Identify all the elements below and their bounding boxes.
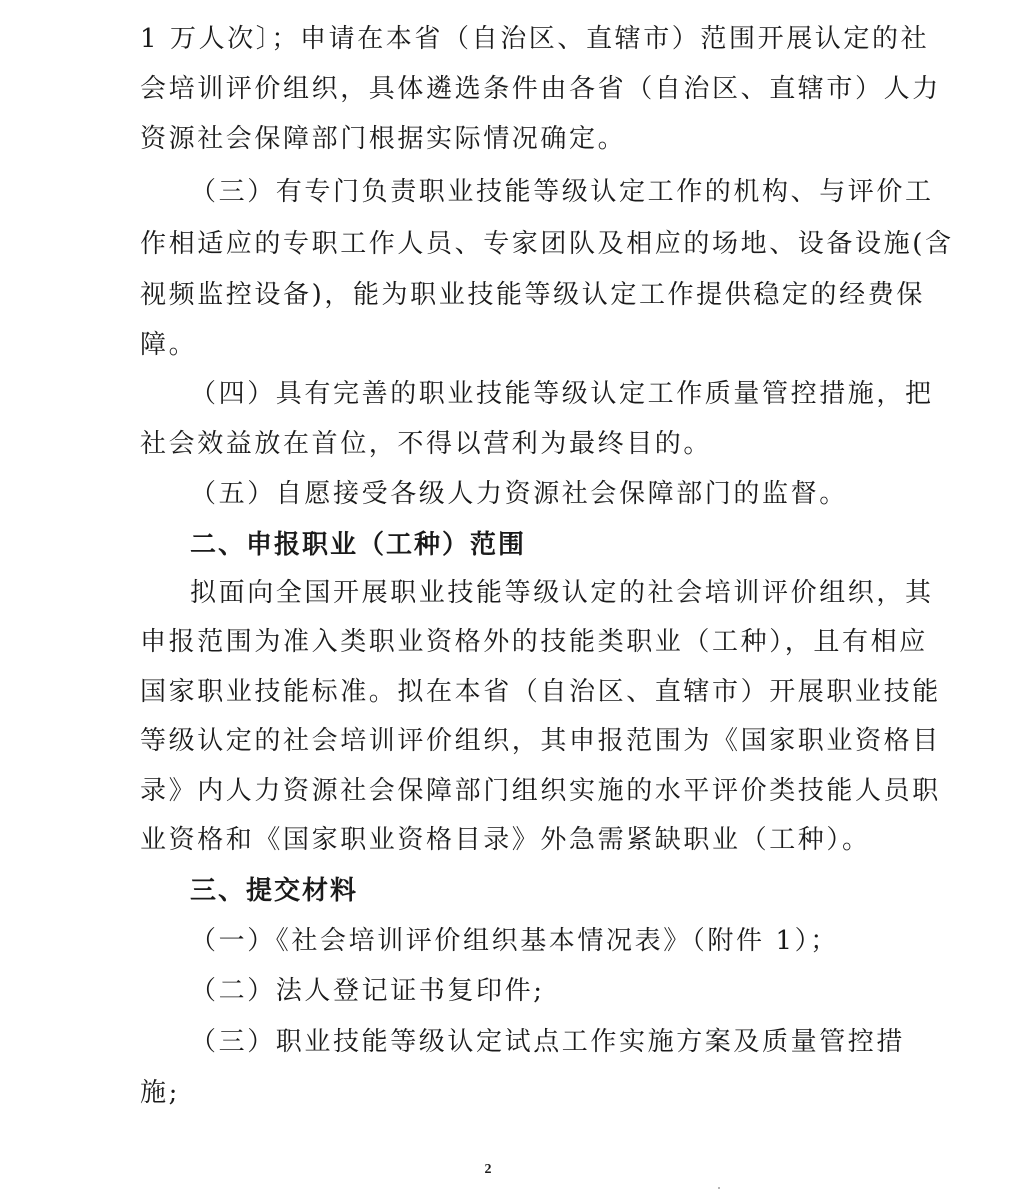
list-item: （一）《社会培训评价组织基本情况表》（附件 1）； (190, 926, 839, 956)
text-line: 作相适应的专职工作人员、专家团队及相应的场地、设备设施(含 (140, 229, 954, 259)
scan-speck (718, 1187, 720, 1189)
paragraph-item-four: （四）具有完善的职业技能等级认定工作质量管控措施，把 (190, 379, 934, 409)
text-line: 会培训评价组织，具体遴选条件由各省（自治区、直辖市）人力 (140, 74, 941, 104)
section-heading-2: 二、申报职业（工种）范围 (190, 530, 527, 560)
list-item: （二）法人登记证书复印件; (190, 976, 545, 1006)
paragraph-item-five: （五）自愿接受各级人力资源社会保障部门的监督。 (190, 479, 848, 509)
text-line: 施; (140, 1078, 180, 1108)
paragraph-item-three: （三）有专门负责职业技能等级认定工作的机构、与评价工 (190, 177, 934, 207)
list-item: （三）职业技能等级认定试点工作实施方案及质量管控措 (190, 1027, 906, 1057)
text-line: 社会效益放在首位，不得以营利为最终目的。 (140, 429, 713, 459)
section-heading-3: 三、提交材料 (190, 876, 359, 906)
paragraph-scope: 拟面向全国开展职业技能等级认定的社会培训评价组织，其 (190, 578, 934, 608)
page-number: 2 (484, 1162, 492, 1177)
text-line: 国家职业技能标准。拟在本省（自治区、直辖市）开展职业技能 (140, 677, 941, 707)
text-line: 障。 (140, 330, 198, 360)
text-line: 录》内人力资源社会保障部门组织实施的水平评价类技能人员职 (140, 776, 941, 806)
text-line: 资源社会保障部门根据实际情况确定。 (140, 124, 627, 154)
text-line: 1 万人次〕；申请在本省（自治区、直辖市）范围开展认定的社 (140, 24, 930, 54)
text-line: 等级认定的社会培训评价组织，其申报范围为《国家职业资格目 (140, 726, 941, 756)
text-line: 申报范围为准入类职业资格外的技能类职业（工种），且有相应 (140, 627, 928, 657)
text-line: 视频监控设备)，能为职业技能等级认定工作提供稳定的经费保 (140, 280, 925, 310)
text-line: 业资格和《国家职业资格目录》外急需紧缺职业（工种）。 (140, 825, 871, 855)
